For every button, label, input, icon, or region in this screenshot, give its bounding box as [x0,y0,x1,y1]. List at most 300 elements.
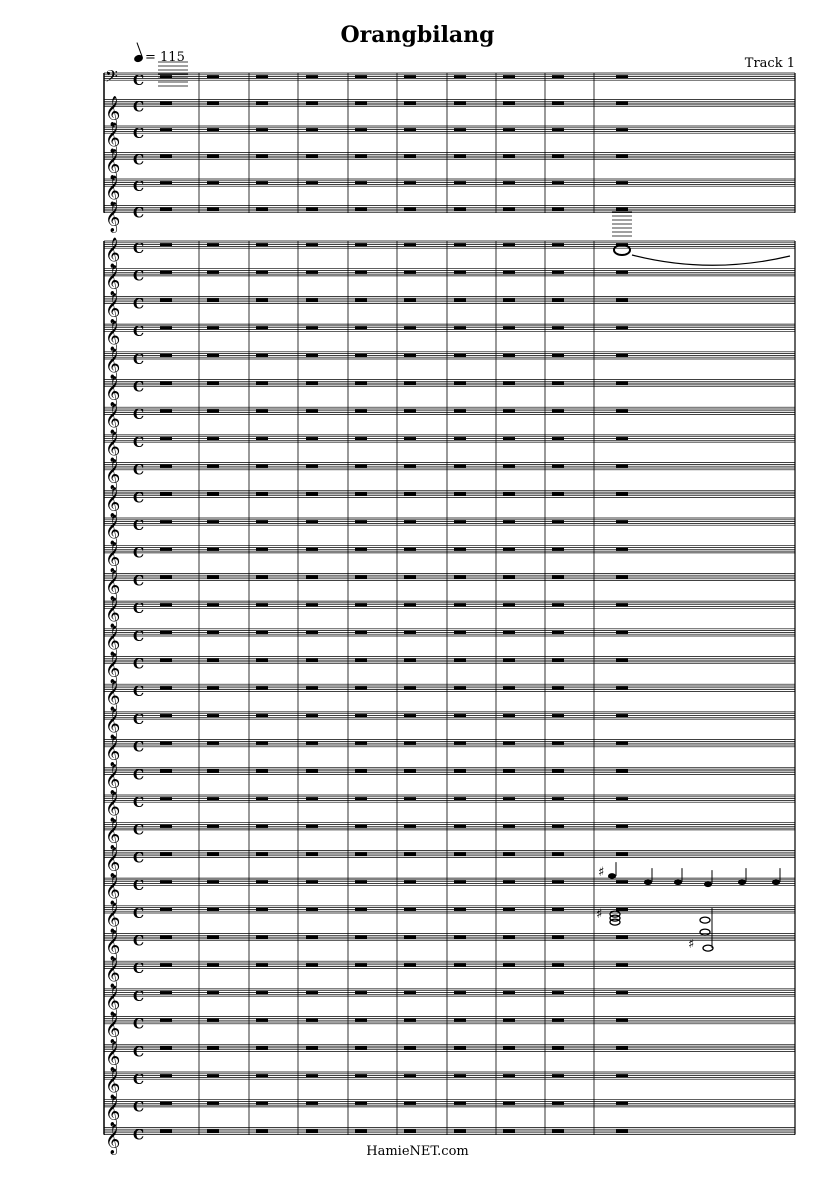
whole-rest [616,382,628,385]
whole-rest [207,465,219,468]
whole-rest [256,603,268,606]
whole-rest [503,742,515,745]
treble-clef-icon: 𝄞 [105,487,121,518]
whole-rest [207,825,219,828]
whole-rest [616,299,628,302]
time-signature: C [133,961,145,978]
staff [104,202,795,234]
whole-rest [552,75,564,78]
time-signature: C [133,462,145,479]
treble-clef-icon: 𝄞 [105,321,121,352]
whole-rest [454,128,466,131]
whole-rest [404,908,416,911]
staff [104,653,795,685]
whole-rest [160,465,172,468]
whole-rest [404,271,416,274]
treble-clef-icon: 𝄞 [105,376,121,407]
whole-rest [306,576,318,579]
whole-rest [207,128,219,131]
title: Orangbilang [340,22,495,48]
whole-rest [454,181,466,184]
whole-rest [160,128,172,131]
whole-rest [503,520,515,523]
whole-rest [552,769,564,772]
whole-rest [355,659,367,662]
whole-rest [355,991,367,994]
whole-rest [160,991,172,994]
whole-rest [207,631,219,634]
whole-rest [355,714,367,717]
time-signature: C [133,1099,145,1116]
whole-rest [306,548,318,551]
time-signature: C [133,905,145,922]
whole-rest [552,963,564,966]
whole-rest [454,797,466,800]
whole-rest [355,963,367,966]
time-signature: C [133,1044,145,1061]
whole-rest [306,825,318,828]
whole-rest [404,102,416,105]
treble-clef-icon: 𝄞 [105,123,121,153]
whole-rest [454,492,466,495]
whole-rest [616,548,628,551]
whole-rest [256,102,268,105]
treble-clef-icon: 𝄞 [105,958,121,989]
whole-rest [503,714,515,717]
whole-rest [355,1130,367,1133]
staff [104,459,795,491]
whole-rest [256,963,268,966]
whole-rest [160,714,172,717]
whole-rest [503,548,515,551]
whole-rest [306,382,318,385]
whole-rest [160,908,172,911]
whole-rest [503,1019,515,1022]
treble-clef-icon: 𝄞 [105,847,121,878]
whole-rest [616,797,628,800]
whole-rest [503,963,515,966]
whole-rest [306,991,318,994]
whole-rest [207,1019,219,1022]
treble-clef-icon: 𝄞 [105,238,121,268]
note-head [738,879,746,885]
whole-rest [616,181,628,184]
treble-clef-icon: 𝄞 [105,1124,121,1155]
time-signature: C [133,795,145,811]
whole-rest [616,936,628,939]
time-signature: C [133,684,145,701]
whole-rest [552,155,564,158]
whole-rest [256,797,268,800]
whole-rest [552,128,564,131]
whole-rest [256,548,268,551]
whole-rest [306,492,318,495]
whole-rest [404,1019,416,1022]
whole-rest [552,631,564,634]
whole-rest [404,742,416,745]
whole-rest [503,409,515,412]
whole-rest [404,936,416,939]
whole-rest [616,1130,628,1133]
time-signature: C [133,1016,145,1033]
whole-rest [552,659,564,662]
whole-rest [503,208,515,211]
whole-rest [404,243,416,246]
whole-rest [256,576,268,579]
whole-rest [616,991,628,994]
whole-rest [404,853,416,856]
treble-clef-icon: 𝄞 [105,149,121,180]
whole-rest [552,271,564,274]
whole-rest [306,714,318,717]
treble-clef-icon: 𝄞 [105,598,121,629]
whole-rest [552,409,564,412]
whole-rest [404,1102,416,1105]
time-signature: C [133,152,145,169]
whole-rest [207,1046,219,1049]
whole-rest [355,271,367,274]
whole-rest [616,128,628,131]
whole-rest [454,155,466,158]
whole-rest [256,437,268,440]
staff [104,874,795,906]
whole-rest [256,659,268,662]
whole-rest [454,271,466,274]
whole-rest [503,936,515,939]
whole-rest [552,208,564,211]
whole-rest [454,769,466,772]
staff [104,175,795,207]
whole-rest [355,686,367,689]
staff [104,265,795,297]
whole-rest [160,853,172,856]
whole-rest [160,936,172,939]
whole-rest [616,908,628,911]
staff [104,66,795,90]
staff [104,985,795,1017]
whole-rest [404,520,416,523]
whole-rest [404,1130,416,1133]
whole-rest [306,1019,318,1022]
whole-rest [256,686,268,689]
whole-rest [404,465,416,468]
whole-rest [256,465,268,468]
treble-clef-icon: 𝄞 [105,930,121,961]
whole-rest [616,769,628,772]
whole-rest [503,155,515,158]
tie [632,255,790,265]
whole-rest [256,299,268,302]
staff [104,122,795,154]
whole-rest [616,492,628,495]
whole-rest [454,409,466,412]
whole-rest [207,354,219,357]
staff [104,708,795,740]
whole-rest [503,769,515,772]
whole-rest [306,659,318,662]
whole-rest [207,908,219,911]
time-signature: C [133,379,145,396]
whole-rest [454,208,466,211]
whole-rest [256,520,268,523]
whole-rest [207,576,219,579]
whole-rest [207,1130,219,1133]
whole-rest [503,1130,515,1133]
note-head [700,929,710,935]
staff [104,542,795,574]
whole-rest [404,492,416,495]
whole-rest [404,128,416,131]
whole-rest [355,128,367,131]
whole-rest [306,880,318,883]
whole-rest [616,354,628,357]
whole-rest [552,714,564,717]
staff [104,736,795,768]
whole-rest [404,659,416,662]
staff [104,625,795,657]
whole-rest [306,1130,318,1133]
treble-clef-icon: 𝄞 [105,819,121,850]
whole-rest [552,576,564,579]
whole-rest [503,465,515,468]
whole-rest [306,1046,318,1049]
whole-rest [454,963,466,966]
whole-rest [616,102,628,105]
whole-rest [306,271,318,274]
whole-rest [207,936,219,939]
whole-rest [207,437,219,440]
whole-rest [503,603,515,606]
whole-rest [160,603,172,606]
whole-rest [160,963,172,966]
whole-rest [552,243,564,246]
treble-clef-icon: 𝄞 [105,176,121,206]
whole-rest [404,825,416,828]
whole-rest [404,326,416,329]
whole-rest [355,102,367,105]
treble-clef-icon: 𝄞 [105,293,121,324]
whole-rest [404,797,416,800]
whole-rest [503,631,515,634]
time-signature: C [133,490,145,507]
whole-rest [306,908,318,911]
whole-rest [306,742,318,745]
sharp-icon: ♯ [596,907,603,923]
whole-rest [454,1046,466,1049]
treble-clef-icon: 𝄞 [105,570,121,601]
whole-rest [503,1074,515,1077]
whole-rest [207,797,219,800]
treble-clef-icon: 𝄞 [105,625,121,656]
whole-rest [160,243,172,246]
note-head [700,917,710,923]
whole-rest [404,155,416,158]
whole-rest [160,181,172,184]
whole-rest [616,853,628,856]
whole-rest [454,548,466,551]
whole-rest [207,102,219,105]
whole-rest [306,963,318,966]
whole-rest [454,299,466,302]
staff [104,819,795,851]
tempo-value: = 115 [145,50,185,65]
whole-rest [404,354,416,357]
whole-rest [616,326,628,329]
treble-clef-icon: 𝄞 [105,985,121,1016]
whole-rest [207,409,219,412]
whole-rest [256,936,268,939]
whole-rest [306,1074,318,1077]
whole-rest [616,825,628,828]
whole-rest [306,243,318,246]
whole-rest [454,465,466,468]
time-signature: C [133,296,145,313]
time-signature: C [133,434,145,451]
whole-rest [503,326,515,329]
treble-clef-icon: 𝄞 [105,459,121,490]
whole-rest [503,797,515,800]
whole-rest [552,326,564,329]
whole-rest [404,1074,416,1077]
whole-rest [454,576,466,579]
whole-rest [306,936,318,939]
whole-rest [503,1102,515,1105]
staff [104,680,795,712]
treble-clef-icon: 𝄞 [105,348,121,379]
whole-rest [454,75,466,78]
whole-rest [355,603,367,606]
staff [104,149,795,181]
note-head [704,881,712,887]
whole-rest [552,1046,564,1049]
whole-rest [306,128,318,131]
whole-rest [256,382,268,385]
whole-rest [503,243,515,246]
time-signature: C [133,711,145,728]
staff [104,320,795,352]
whole-rest [552,880,564,883]
whole-rest [355,354,367,357]
treble-clef-icon: 𝄞 [105,792,121,822]
whole-rest [616,659,628,662]
whole-rest [207,75,219,78]
whole-rest [306,354,318,357]
treble-clef-icon: 𝄞 [105,653,121,684]
whole-rest [503,492,515,495]
treble-clef-icon: 𝄞 [105,202,121,233]
whole-rest [160,1074,172,1077]
whole-rest [552,991,564,994]
whole-rest [355,1019,367,1022]
time-signature: C [133,179,145,195]
whole-rest [355,548,367,551]
whole-rest [552,797,564,800]
whole-rest [454,853,466,856]
whole-rest [160,742,172,745]
whole-rest [306,631,318,634]
time-signature: C [133,878,145,895]
whole-rest [355,1074,367,1077]
whole-rest [404,409,416,412]
whole-rest [160,1046,172,1049]
whole-rest [160,631,172,634]
whole-rest [503,659,515,662]
whole-rest [503,128,515,131]
whole-rest [355,853,367,856]
time-signature: C [133,573,145,590]
whole-rest [306,75,318,78]
whole-rest [404,75,416,78]
whole-rest [552,181,564,184]
whole-rest [160,354,172,357]
footer-credit: HamieNET.com [366,1144,469,1159]
whole-rest [616,1046,628,1049]
whole-rest [454,908,466,911]
whole-rest [306,797,318,800]
whole-rest [404,382,416,385]
note-head [608,873,616,879]
time-signature: C [133,351,145,368]
treble-clef-icon: 𝄞 [105,542,121,573]
whole-rest [256,181,268,184]
whole-rest [256,880,268,883]
staff [104,1123,795,1155]
whole-rest [454,102,466,105]
whole-rest [552,382,564,385]
whole-rest [552,908,564,911]
whole-rest [256,631,268,634]
treble-clef-icon: 𝄞 [105,1096,121,1127]
whole-rest [256,1102,268,1105]
whole-rest [207,880,219,883]
whole-rest [306,769,318,772]
whole-rest [160,769,172,772]
whole-rest [404,769,416,772]
whole-rest [160,1102,172,1105]
time-signature: C [133,656,145,673]
whole-rest [454,631,466,634]
whole-rest [454,714,466,717]
whole-rest [160,880,172,883]
whole-rest [160,326,172,329]
whole-rest [256,769,268,772]
whole-rest [552,686,564,689]
staff [104,1013,795,1045]
whole-rest [454,382,466,385]
whole-rest [552,548,564,551]
whole-rest [355,75,367,78]
whole-rest [616,271,628,274]
staff [104,569,795,601]
time-signature: C [133,988,145,1005]
whole-rest [207,492,219,495]
whole-rest [454,1130,466,1133]
whole-rest [160,659,172,662]
whole-rest [355,742,367,745]
treble-clef-icon: 𝄞 [105,875,121,906]
whole-rest [404,880,416,883]
whole-rest [160,208,172,211]
whole-rest [616,631,628,634]
time-signature: C [133,822,145,839]
whole-rest [306,208,318,211]
whole-rest [552,1102,564,1105]
whole-rest [306,465,318,468]
whole-rest [256,354,268,357]
whole-rest [454,880,466,883]
treble-clef-icon: 𝄞 [105,736,121,767]
whole-rest [207,963,219,966]
